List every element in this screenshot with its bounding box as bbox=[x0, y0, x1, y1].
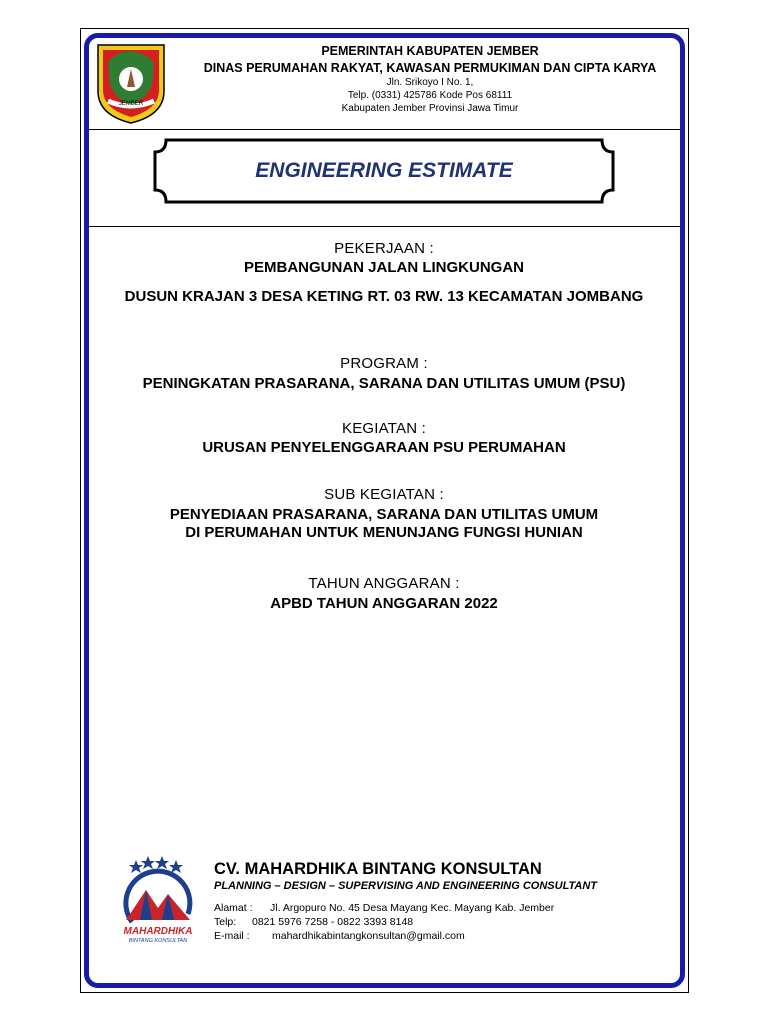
subkegiatan-value-1: PENYEDIAAN PRASARANA, SARANA DAN UTILITAS UMUM bbox=[169, 506, 599, 523]
title-box bbox=[152, 137, 616, 205]
seal-text: JEMBER bbox=[118, 101, 144, 107]
header-line-2: DINAS PERUMAHAN RAKYAT, KAWASAN PERMUKIMAN DAN CIPTA KARYA bbox=[203, 61, 657, 75]
pekerjaan-label: PEKERJAAN : bbox=[334, 240, 434, 257]
kegiatan-value: URUSAN PENYELENGGARAAN PSU PERUMAHAN bbox=[202, 439, 566, 456]
company-name: CV. MAHARDHIKA BINTANG KONSULTAN bbox=[214, 860, 542, 878]
page-title: ENGINEERING ESTIMATE bbox=[255, 159, 513, 182]
telp-row bbox=[214, 916, 413, 928]
header-line-5: Kabupaten Jember Provinsi Jawa Timur bbox=[341, 103, 519, 114]
telp-label: Telp: bbox=[214, 916, 237, 928]
alamat-value: Jl. Argopuro No. 45 Desa Mayang Kec. Mayang Kab. Jember bbox=[270, 902, 555, 914]
header-line-4: Telp. (0331) 425786 Kode Pos 68111 bbox=[347, 90, 513, 101]
email-row bbox=[214, 930, 465, 942]
mahardhika-logo-icon bbox=[112, 852, 204, 944]
pekerjaan-value-2: DUSUN KRAJAN 3 DESA KETING RT. 03 RW. 13 KECAMATAN JOMBANG bbox=[124, 288, 644, 305]
subkegiatan-label: SUB KEGIATAN : bbox=[324, 486, 444, 503]
header-divider bbox=[89, 129, 680, 130]
logo-text: MAHARDHIKA bbox=[123, 926, 193, 937]
header-line-1: PEMERINTAH KABUPATEN JEMBER bbox=[321, 44, 539, 58]
kegiatan-label: KEGIATAN : bbox=[342, 420, 426, 437]
pekerjaan-value-1: PEMBANGUNAN JALAN LINGKUNGAN bbox=[244, 259, 524, 276]
subkegiatan-value-2: DI PERUMAHAN UNTUK MENUNJANG FUNGSI HUNIAN bbox=[185, 524, 583, 541]
company-tagline: PLANNING – DESIGN – SUPERVISING AND ENGINEERING CONSULTANT bbox=[214, 880, 598, 892]
alamat-row bbox=[214, 902, 554, 914]
tahun-value: APBD TAHUN ANGGARAN 2022 bbox=[270, 595, 498, 612]
title-divider bbox=[89, 226, 680, 227]
tahun-label: TAHUN ANGGARAN : bbox=[308, 575, 460, 592]
program-label: PROGRAM : bbox=[340, 355, 428, 372]
logo-subtext: BINTANG KONSULTAN bbox=[128, 938, 188, 944]
telp-value: 0821 5976 7258 - 0822 3393 8148 bbox=[252, 916, 414, 928]
jember-seal-icon bbox=[94, 41, 168, 125]
header-line-3: Jln. Srikoyo I No. 1, bbox=[386, 77, 474, 88]
email-label: E-mail : bbox=[214, 930, 250, 942]
email-value: mahardhikabintangkonsultan@gmail.com bbox=[272, 930, 465, 942]
program-value: PENINGKATAN PRASARANA, SARANA DAN UTILITAS UMUM (PSU) bbox=[142, 375, 626, 392]
alamat-label: Alamat : bbox=[214, 902, 253, 914]
